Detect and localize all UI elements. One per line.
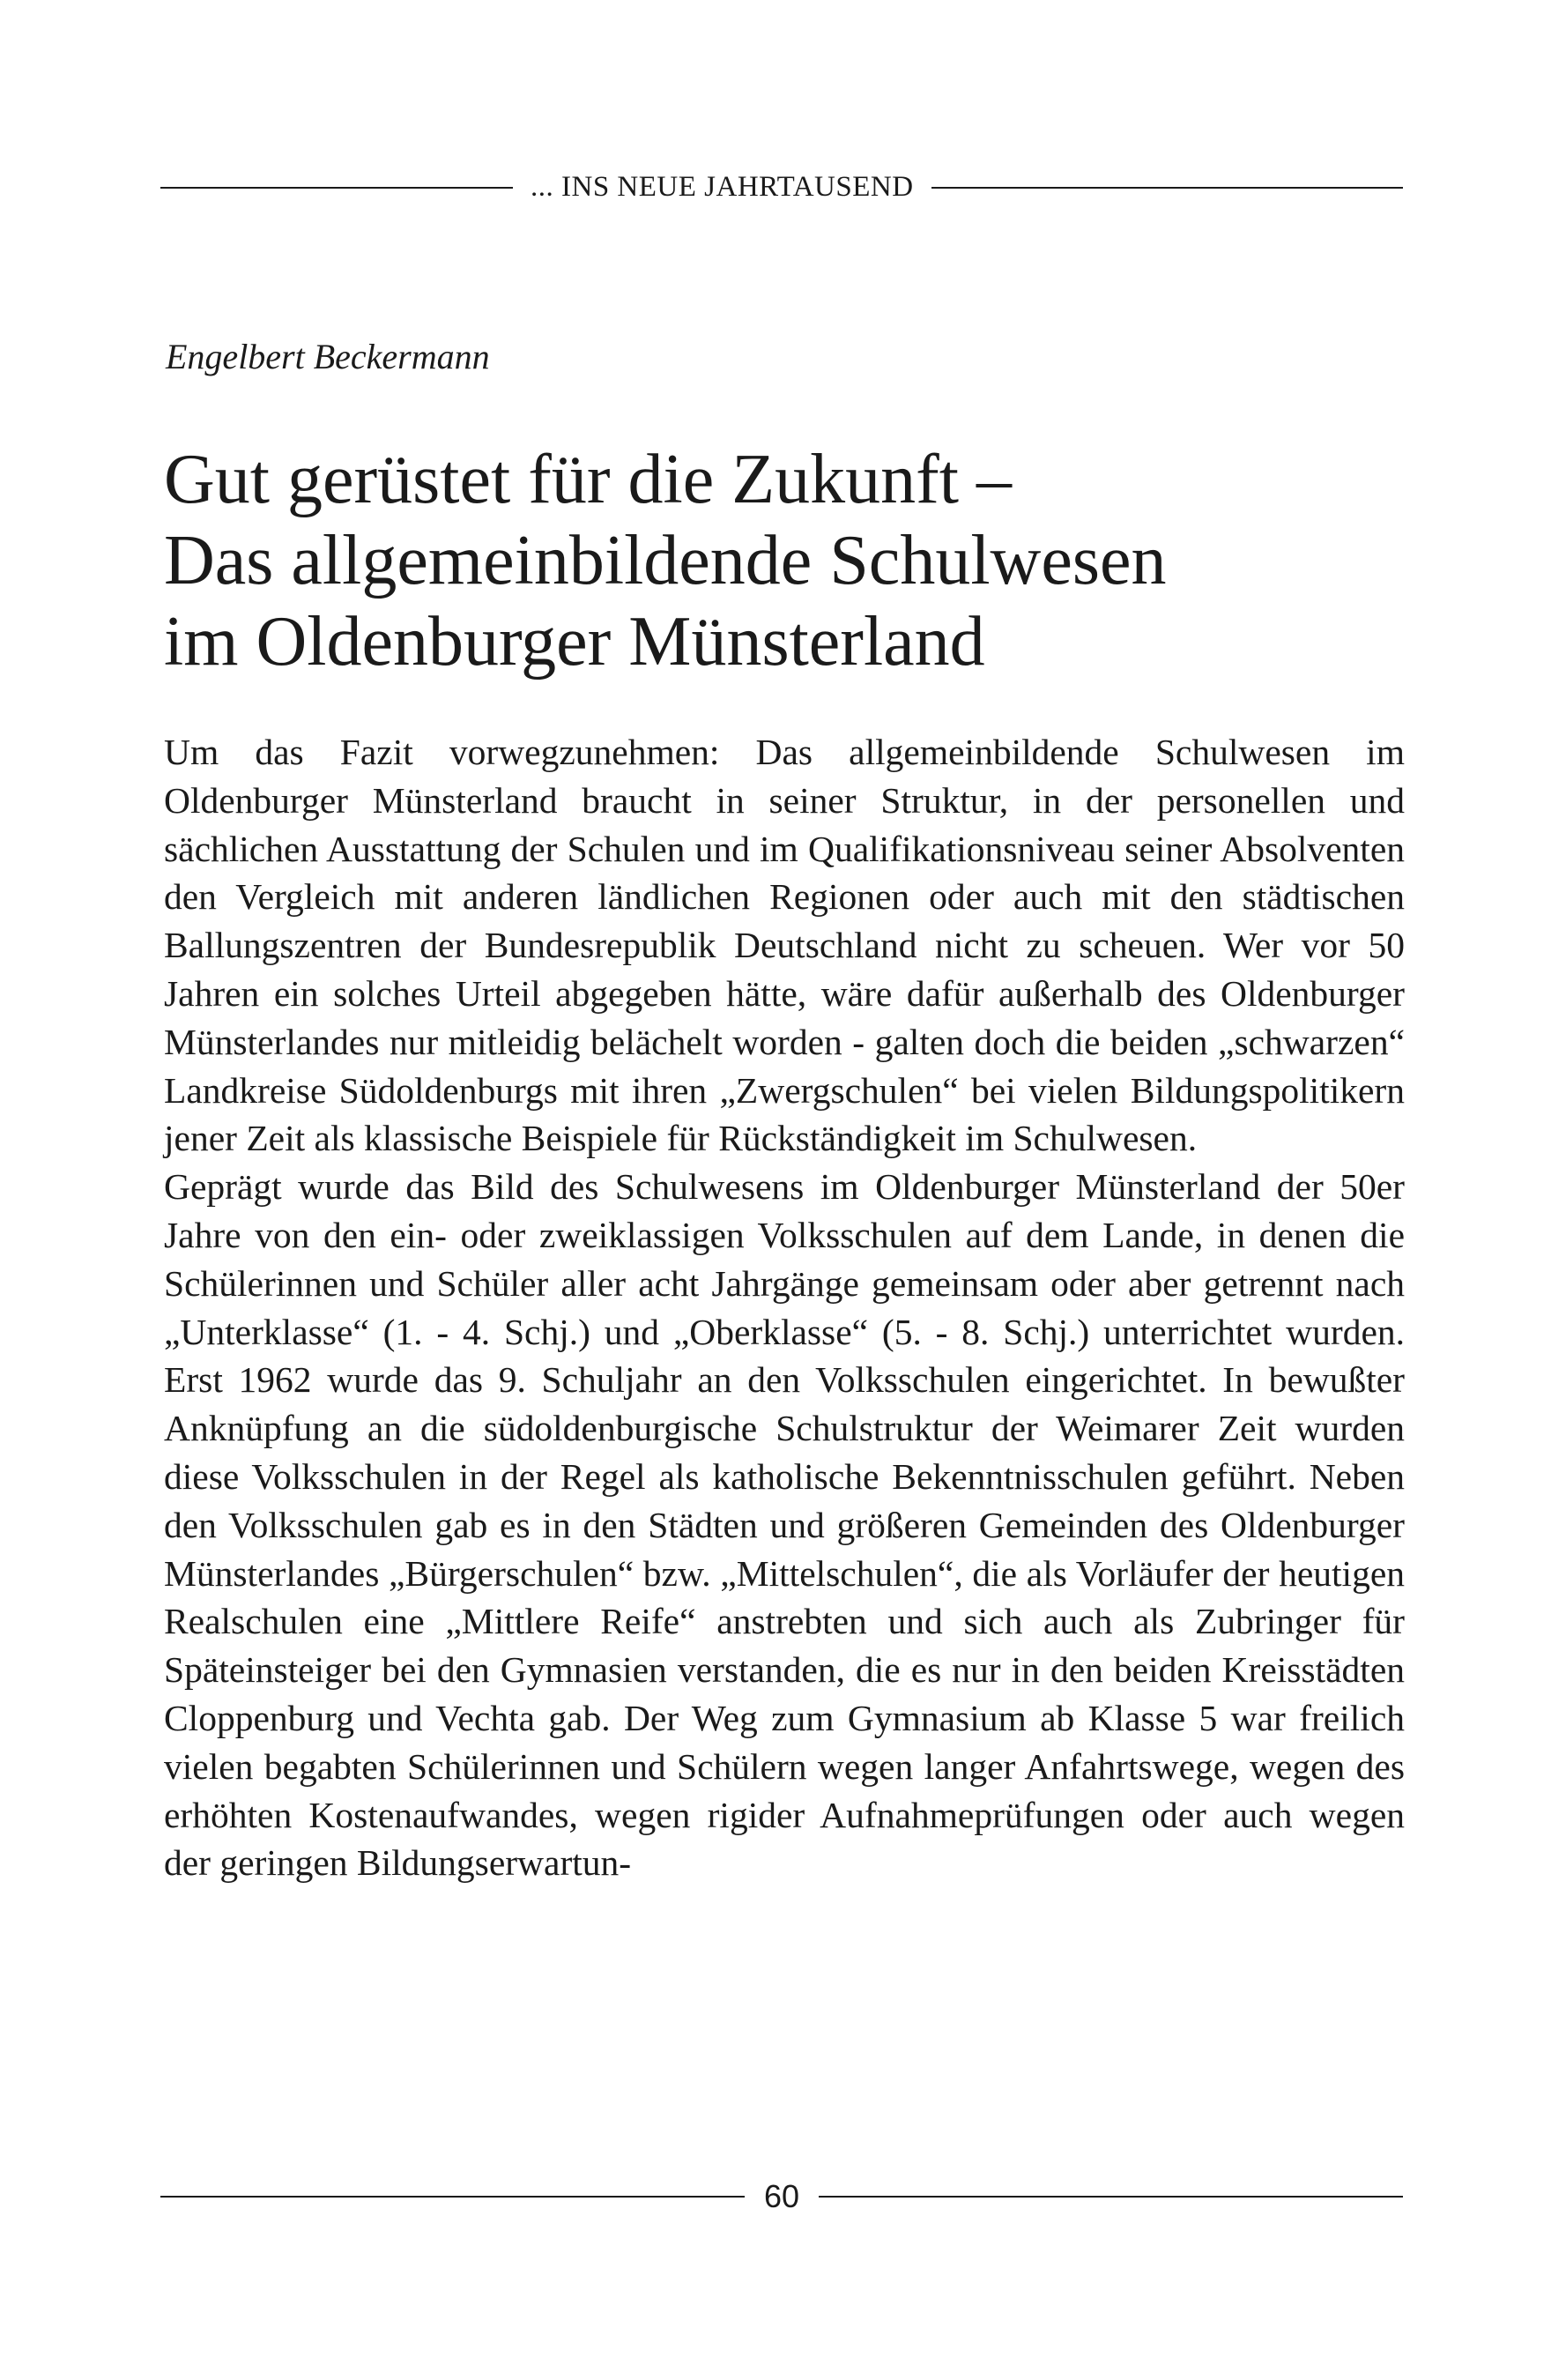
article-author: Engelbert Beckermann xyxy=(166,337,490,376)
header-rule-left xyxy=(160,187,513,189)
running-header xyxy=(160,173,1403,202)
page-number: 60 xyxy=(763,2178,800,2214)
body-paragraph: Um das Fazit vorwegzunehmen: Das allgemeinbildende Schulwesen im Oldenburger Münsterland braucht in seiner Struktur, in der personellen und sächlichen Ausstattung der Schulen und im Qualifikationsniveau seiner Absolventen den Vergleich mit anderen ländlichen Regionen oder auch mit den städtischen Ballungszentren der Bundesrepublik Deutschland nicht zu scheuen. Wer vor 50 Jahren ein solches Urteil abgegeben hätte, wäre dafür außerhalb des Oldenburger Münsterlandes nur mitleidig belächelt worden - galten doch die beiden „schwarzen“ Landkreise Südoldenburgs mit ihren „Zwergschulen“ bei vielen Bildungspolitikern jener Zeit als klassische Beispiele für Rückständigkeit im Schulwesen. xyxy=(164,732,1405,1159)
article-body xyxy=(164,728,1405,1887)
article-title xyxy=(164,439,1415,682)
footer-rule-right xyxy=(819,2196,1403,2198)
title-line: im Oldenburger Münsterland xyxy=(164,603,985,681)
title-line: Das allgemeinbildende Schulwesen xyxy=(164,522,1167,599)
running-title: ... INS NEUE JAHRTAUSEND xyxy=(531,171,914,203)
body-paragraph: Geprägt wurde das Bild des Schulwesens im Oldenburger Münsterland der 50er Jahre von den ein- oder zweiklassigen Volksschulen auf dem Lande, in denen die Schülerinnen und Schüler aller acht Jahrgänge gemeinsam oder aber getrennt nach „Unterklasse“ (1. - 4. Schj.) und „Oberklasse“ (5. - 8. Schj.) unterrichtet wurden. Erst 1962 wurde das 9. Schuljahr an den Volksschulen eingerichtet. In bewußter Anknüpfung an die südoldenburgische Schulstruktur der Weimarer Zeit wurden diese Volksschulen in der Regel als katholische Bekenntnisschulen geführt. Neben den Volksschulen gab es in den Städten und größeren Gemeinden des Oldenburger Münsterlandes „Bürgerschulen“ bzw. „Mittelschulen“, die als Vorläufer der heutigen Realschulen eine „Mittlere Reife“ anstrebten und sich auch als Zubringer für Späteinsteiger bei den Gymnasien verstanden, die es nur in den beiden Kreisstädten Cloppenburg und Vechta gab. Der Weg zum Gymnasium ab Klasse 5 war freilich vielen begabten Schülerinnen und Schülern wegen langer Anfahrtswege, wegen des erhöhten Kostenaufwandes, wegen rigider Aufnahmeprüfungen oder auch wegen der geringen Bildungserwartun- xyxy=(164,1166,1405,1884)
title-line: Gut gerüstet für die Zukunft – xyxy=(164,441,1012,518)
header-rule-right xyxy=(931,187,1403,189)
footer-rule-left xyxy=(160,2196,745,2198)
page-footer xyxy=(160,2178,1403,2214)
